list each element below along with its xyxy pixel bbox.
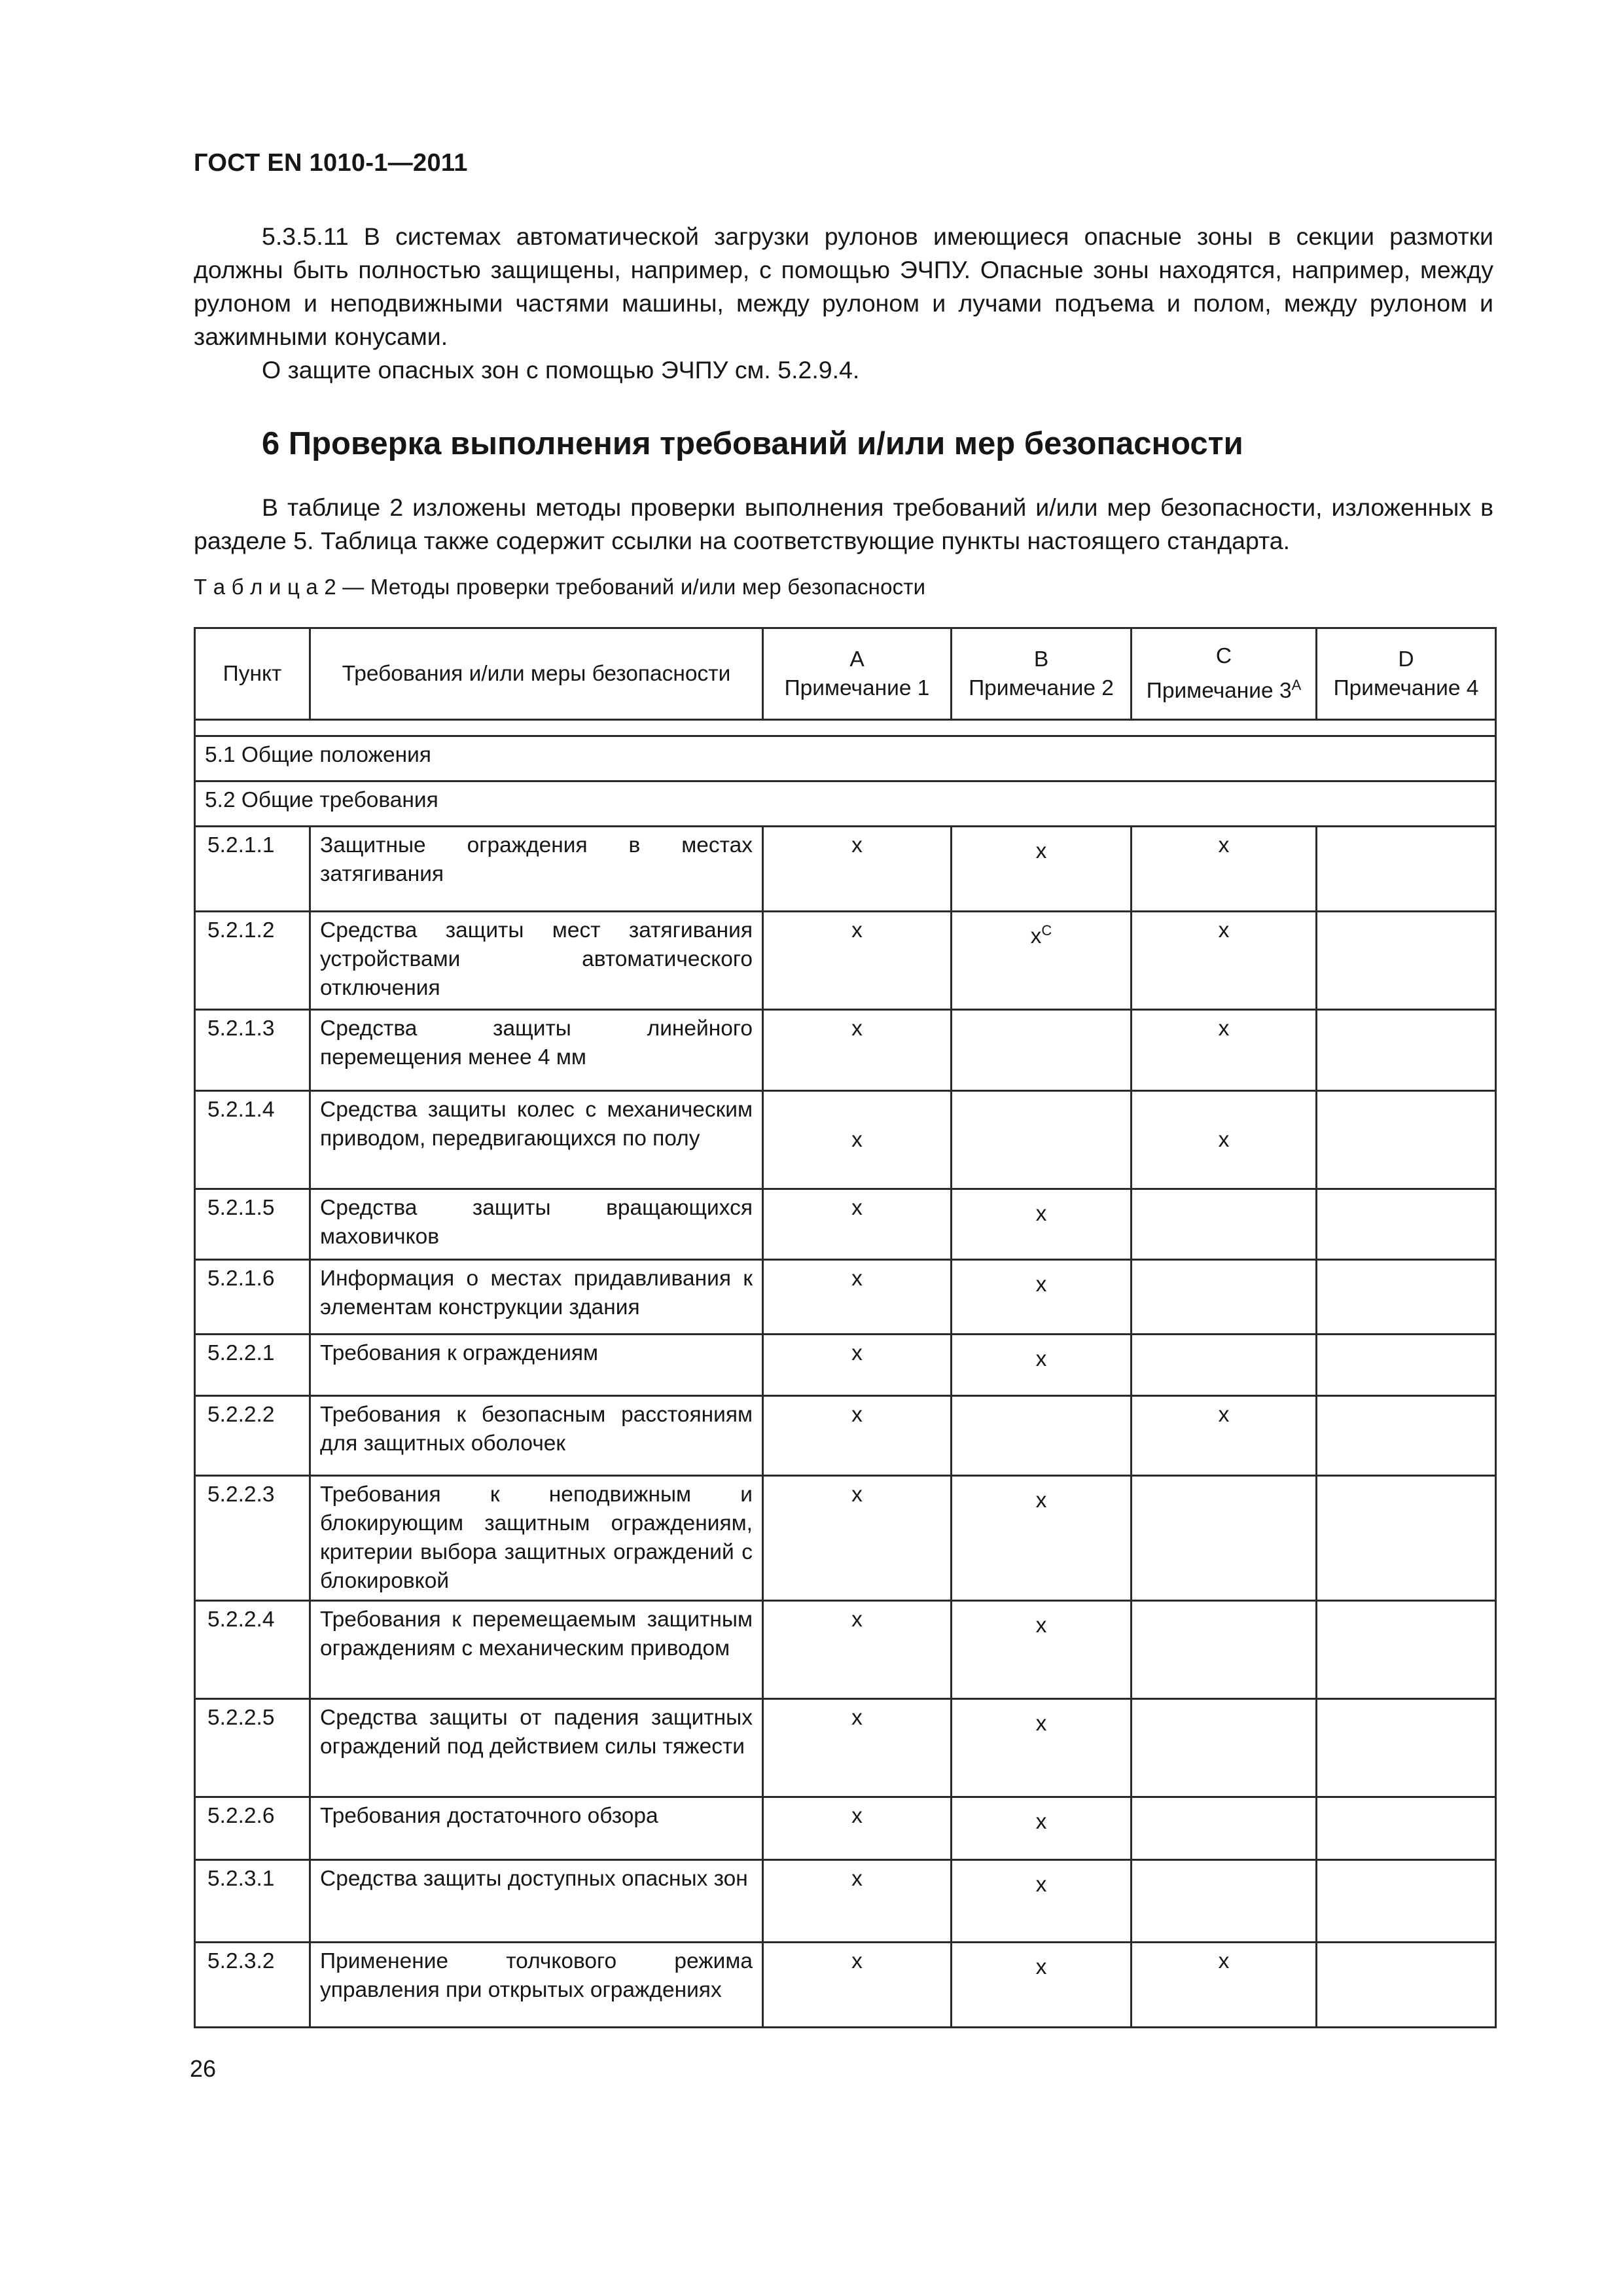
row-mark-c	[1132, 1335, 1317, 1396]
row-requirement: Применение толчкового режима управления при открытых ограждениях	[310, 1943, 763, 2028]
row-mark-c: x	[1132, 1943, 1317, 2028]
row-mark-b-value: x	[1035, 1613, 1047, 1638]
table-row	[195, 1476, 1496, 1601]
row-requirement: Средства защиты от падения защитных ограждений под действием силы тяжести	[310, 1699, 763, 1797]
header-col-b	[952, 628, 1132, 720]
header-d-note: Примечание 4	[1333, 675, 1479, 700]
table-row	[195, 1260, 1496, 1335]
section-row-label: 5.1 Общие положения	[195, 736, 1496, 781]
row-mark-b-value: x	[1035, 839, 1047, 864]
row-mark-d	[1317, 1476, 1496, 1601]
table-row	[195, 1010, 1496, 1091]
row-mark-b	[952, 1943, 1132, 2028]
row-mark-c: x	[1132, 912, 1317, 1010]
row-requirement: Средства защиты доступных опасных зон	[310, 1860, 763, 1943]
row-requirement: Защитные ограждения в местах затягивания	[310, 827, 763, 912]
row-mark-d	[1317, 1260, 1496, 1335]
row-item-number: 5.2.2.4	[195, 1601, 310, 1699]
row-item-number: 5.2.1.2	[195, 912, 310, 1010]
row-mark-d	[1317, 1189, 1496, 1260]
row-mark-a: x	[763, 1860, 952, 1943]
section-row	[195, 736, 1496, 781]
row-requirement: Средства защиты линейного перемещения менее 4 мм	[310, 1010, 763, 1091]
row-mark-c	[1132, 1797, 1317, 1860]
row-item-number: 5.2.2.2	[195, 1396, 310, 1476]
section-row	[195, 781, 1496, 827]
row-mark-b	[952, 1260, 1132, 1335]
row-mark-a: x	[763, 912, 952, 1010]
row-mark-a: x	[763, 1396, 952, 1476]
paragraph-5-3-5-11: 5.3.5.11 В системах автоматической загрузки рулонов имеющиеся опасные зоны в секции размотки должны быть полностью защищены, например, с помощью ЭЧПУ. Опасные зоны находятся, например, между рулоном и неподвижными частями машины, между рулоном и лучами подъема и полом, между рулоном и зажимными конусами.	[194, 223, 1493, 350]
row-item-number: 5.2.3.2	[195, 1943, 310, 2028]
row-mark-a: x	[763, 1476, 952, 1601]
row-mark-b	[952, 1010, 1132, 1091]
row-mark-c	[1132, 1860, 1317, 1943]
row-requirement: Требования достаточного обзора	[310, 1797, 763, 1860]
row-requirement: Требования к ограждениям	[310, 1335, 763, 1396]
row-mark-d	[1317, 827, 1496, 912]
table-caption: Т а б л и ц а 2 — Методы проверки требований и/или мер безопасности	[194, 575, 926, 599]
row-mark-b-value: x	[1035, 1810, 1047, 1835]
row-mark-c	[1132, 1189, 1317, 1260]
document-code: ГОСТ EN 1010-1—2011	[194, 149, 468, 177]
header-col-c	[1132, 628, 1317, 720]
row-requirement: Средства защиты вращающихся маховичков	[310, 1189, 763, 1260]
row-item-number: 5.2.2.6	[195, 1797, 310, 1860]
row-mark-b-value: x	[1035, 1955, 1047, 1980]
row-requirement: Средства защиты колес с механическим приводом, передвигающихся по полу	[310, 1091, 763, 1189]
row-mark-c	[1132, 1699, 1317, 1797]
row-mark-c	[1132, 1601, 1317, 1699]
row-mark-b	[952, 1335, 1132, 1396]
table-row	[195, 912, 1496, 1010]
row-mark-b	[952, 1189, 1132, 1260]
table-row	[195, 1335, 1496, 1396]
verification-table	[194, 627, 1497, 2028]
header-b-note: Примечание 2	[969, 675, 1114, 700]
row-item-number: 5.2.2.3	[195, 1476, 310, 1601]
row-item-number: 5.2.1.6	[195, 1260, 310, 1335]
row-mark-b	[952, 1396, 1132, 1476]
row-item-number: 5.2.1.5	[195, 1189, 310, 1260]
row-mark-b	[952, 1601, 1132, 1699]
header-col-a	[763, 628, 952, 720]
section-6-paragraph: В таблице 2 изложены методы проверки выполнения требований и/или мер безопасности, изложенных в разделе 5. Таблица также содержит ссылки на соответствующие пункты настоящего стандарта.	[194, 493, 1493, 554]
row-mark-b-value: x	[1035, 1272, 1047, 1297]
table-row	[195, 1396, 1496, 1476]
row-mark-c	[1132, 1260, 1317, 1335]
row-mark-a: x	[763, 1091, 952, 1189]
row-mark-d	[1317, 1396, 1496, 1476]
row-mark-a: x	[763, 1189, 952, 1260]
row-mark-a: x	[763, 1699, 952, 1797]
row-mark-b-value: x	[1030, 924, 1042, 949]
section-6-title: 6 Проверка выполнения требований и/или мер безопасности	[262, 426, 1243, 461]
row-mark-b	[952, 827, 1132, 912]
row-mark-b	[952, 1860, 1132, 1943]
row-item-number: 5.2.1.4	[195, 1091, 310, 1189]
row-mark-a: x	[763, 1943, 952, 2028]
row-item-number: 5.2.2.5	[195, 1699, 310, 1797]
table-row	[195, 1797, 1496, 1860]
header-a-letter: A	[849, 647, 865, 672]
row-requirement: Средства защиты мест затягивания устройствами автоматического отключения	[310, 912, 763, 1010]
row-mark-d	[1317, 1601, 1496, 1699]
row-mark-b	[952, 1797, 1132, 1860]
page-number: 26	[190, 2055, 217, 2082]
row-item-number: 5.2.1.1	[195, 827, 310, 912]
header-a-note: Примечание 1	[784, 675, 930, 700]
header-c-footnote: A	[1291, 677, 1302, 693]
row-requirement: Требования к неподвижным и блокирующим защитным ограждениям, критерии выбора защитных ограждений с блокировкой	[310, 1476, 763, 1601]
header-c-letter: C	[1215, 644, 1232, 668]
row-mark-d	[1317, 1860, 1496, 1943]
row-mark-d	[1317, 1091, 1496, 1189]
header-d-letter: D	[1398, 647, 1414, 672]
row-mark-c	[1132, 1476, 1317, 1601]
table-row	[195, 1943, 1496, 2028]
row-mark-c: x	[1132, 1091, 1317, 1189]
row-item-number: 5.2.1.3	[195, 1010, 310, 1091]
intro-text	[194, 220, 1493, 387]
row-mark-b-value: x	[1035, 1347, 1047, 1372]
header-col-d	[1317, 628, 1496, 720]
row-requirement: Требования к перемещаемым защитным ограждениям с механическим приводом	[310, 1601, 763, 1699]
row-mark-a: x	[763, 1601, 952, 1699]
table-header-row	[195, 628, 1496, 720]
row-item-number: 5.2.2.1	[195, 1335, 310, 1396]
row-mark-c: x	[1132, 1010, 1317, 1091]
row-mark-d	[1317, 1010, 1496, 1091]
paragraph-reference: О защите опасных зон с помощью ЭЧПУ см. 5.2.9.4.	[262, 356, 860, 384]
row-mark-b	[952, 912, 1132, 1010]
row-mark-b	[952, 1476, 1132, 1601]
row-mark-c: x	[1132, 827, 1317, 912]
header-spacer	[195, 720, 1496, 736]
row-mark-a: x	[763, 1260, 952, 1335]
table-row	[195, 1091, 1496, 1189]
table-row	[195, 1601, 1496, 1699]
row-mark-a: x	[763, 827, 952, 912]
row-mark-d	[1317, 1943, 1496, 2028]
row-requirement: Требования к безопасным расстояниям для защитных оболочек	[310, 1396, 763, 1476]
header-item: Пункт	[195, 628, 310, 720]
row-mark-a: x	[763, 1335, 952, 1396]
row-requirement: Информация о местах придавливания к элементам конструкции здания	[310, 1260, 763, 1335]
table-row	[195, 1189, 1496, 1260]
row-mark-b-footnote: C	[1041, 922, 1052, 939]
row-mark-b-value: x	[1035, 1873, 1047, 1897]
section-row-label: 5.2 Общие требования	[195, 781, 1496, 827]
row-mark-d	[1317, 1699, 1496, 1797]
row-mark-a: x	[763, 1010, 952, 1091]
table-row	[195, 1860, 1496, 1943]
row-mark-d	[1317, 1797, 1496, 1860]
row-mark-b	[952, 1699, 1132, 1797]
row-mark-a: x	[763, 1797, 952, 1860]
row-mark-c: x	[1132, 1396, 1317, 1476]
row-mark-b-value: x	[1035, 1202, 1047, 1227]
header-c-note: Примечание 3	[1146, 679, 1292, 704]
header-requirement: Требования и/или меры безопасности	[310, 628, 763, 720]
header-b-letter: B	[1033, 647, 1049, 672]
table-row	[195, 1699, 1496, 1797]
row-item-number: 5.2.3.1	[195, 1860, 310, 1943]
row-mark-b-value: x	[1035, 1712, 1047, 1736]
row-mark-b-value: x	[1035, 1488, 1047, 1513]
table-row	[195, 827, 1496, 912]
row-mark-b	[952, 1091, 1132, 1189]
table-body	[195, 720, 1496, 2028]
row-mark-d	[1317, 912, 1496, 1010]
row-mark-d	[1317, 1335, 1496, 1396]
